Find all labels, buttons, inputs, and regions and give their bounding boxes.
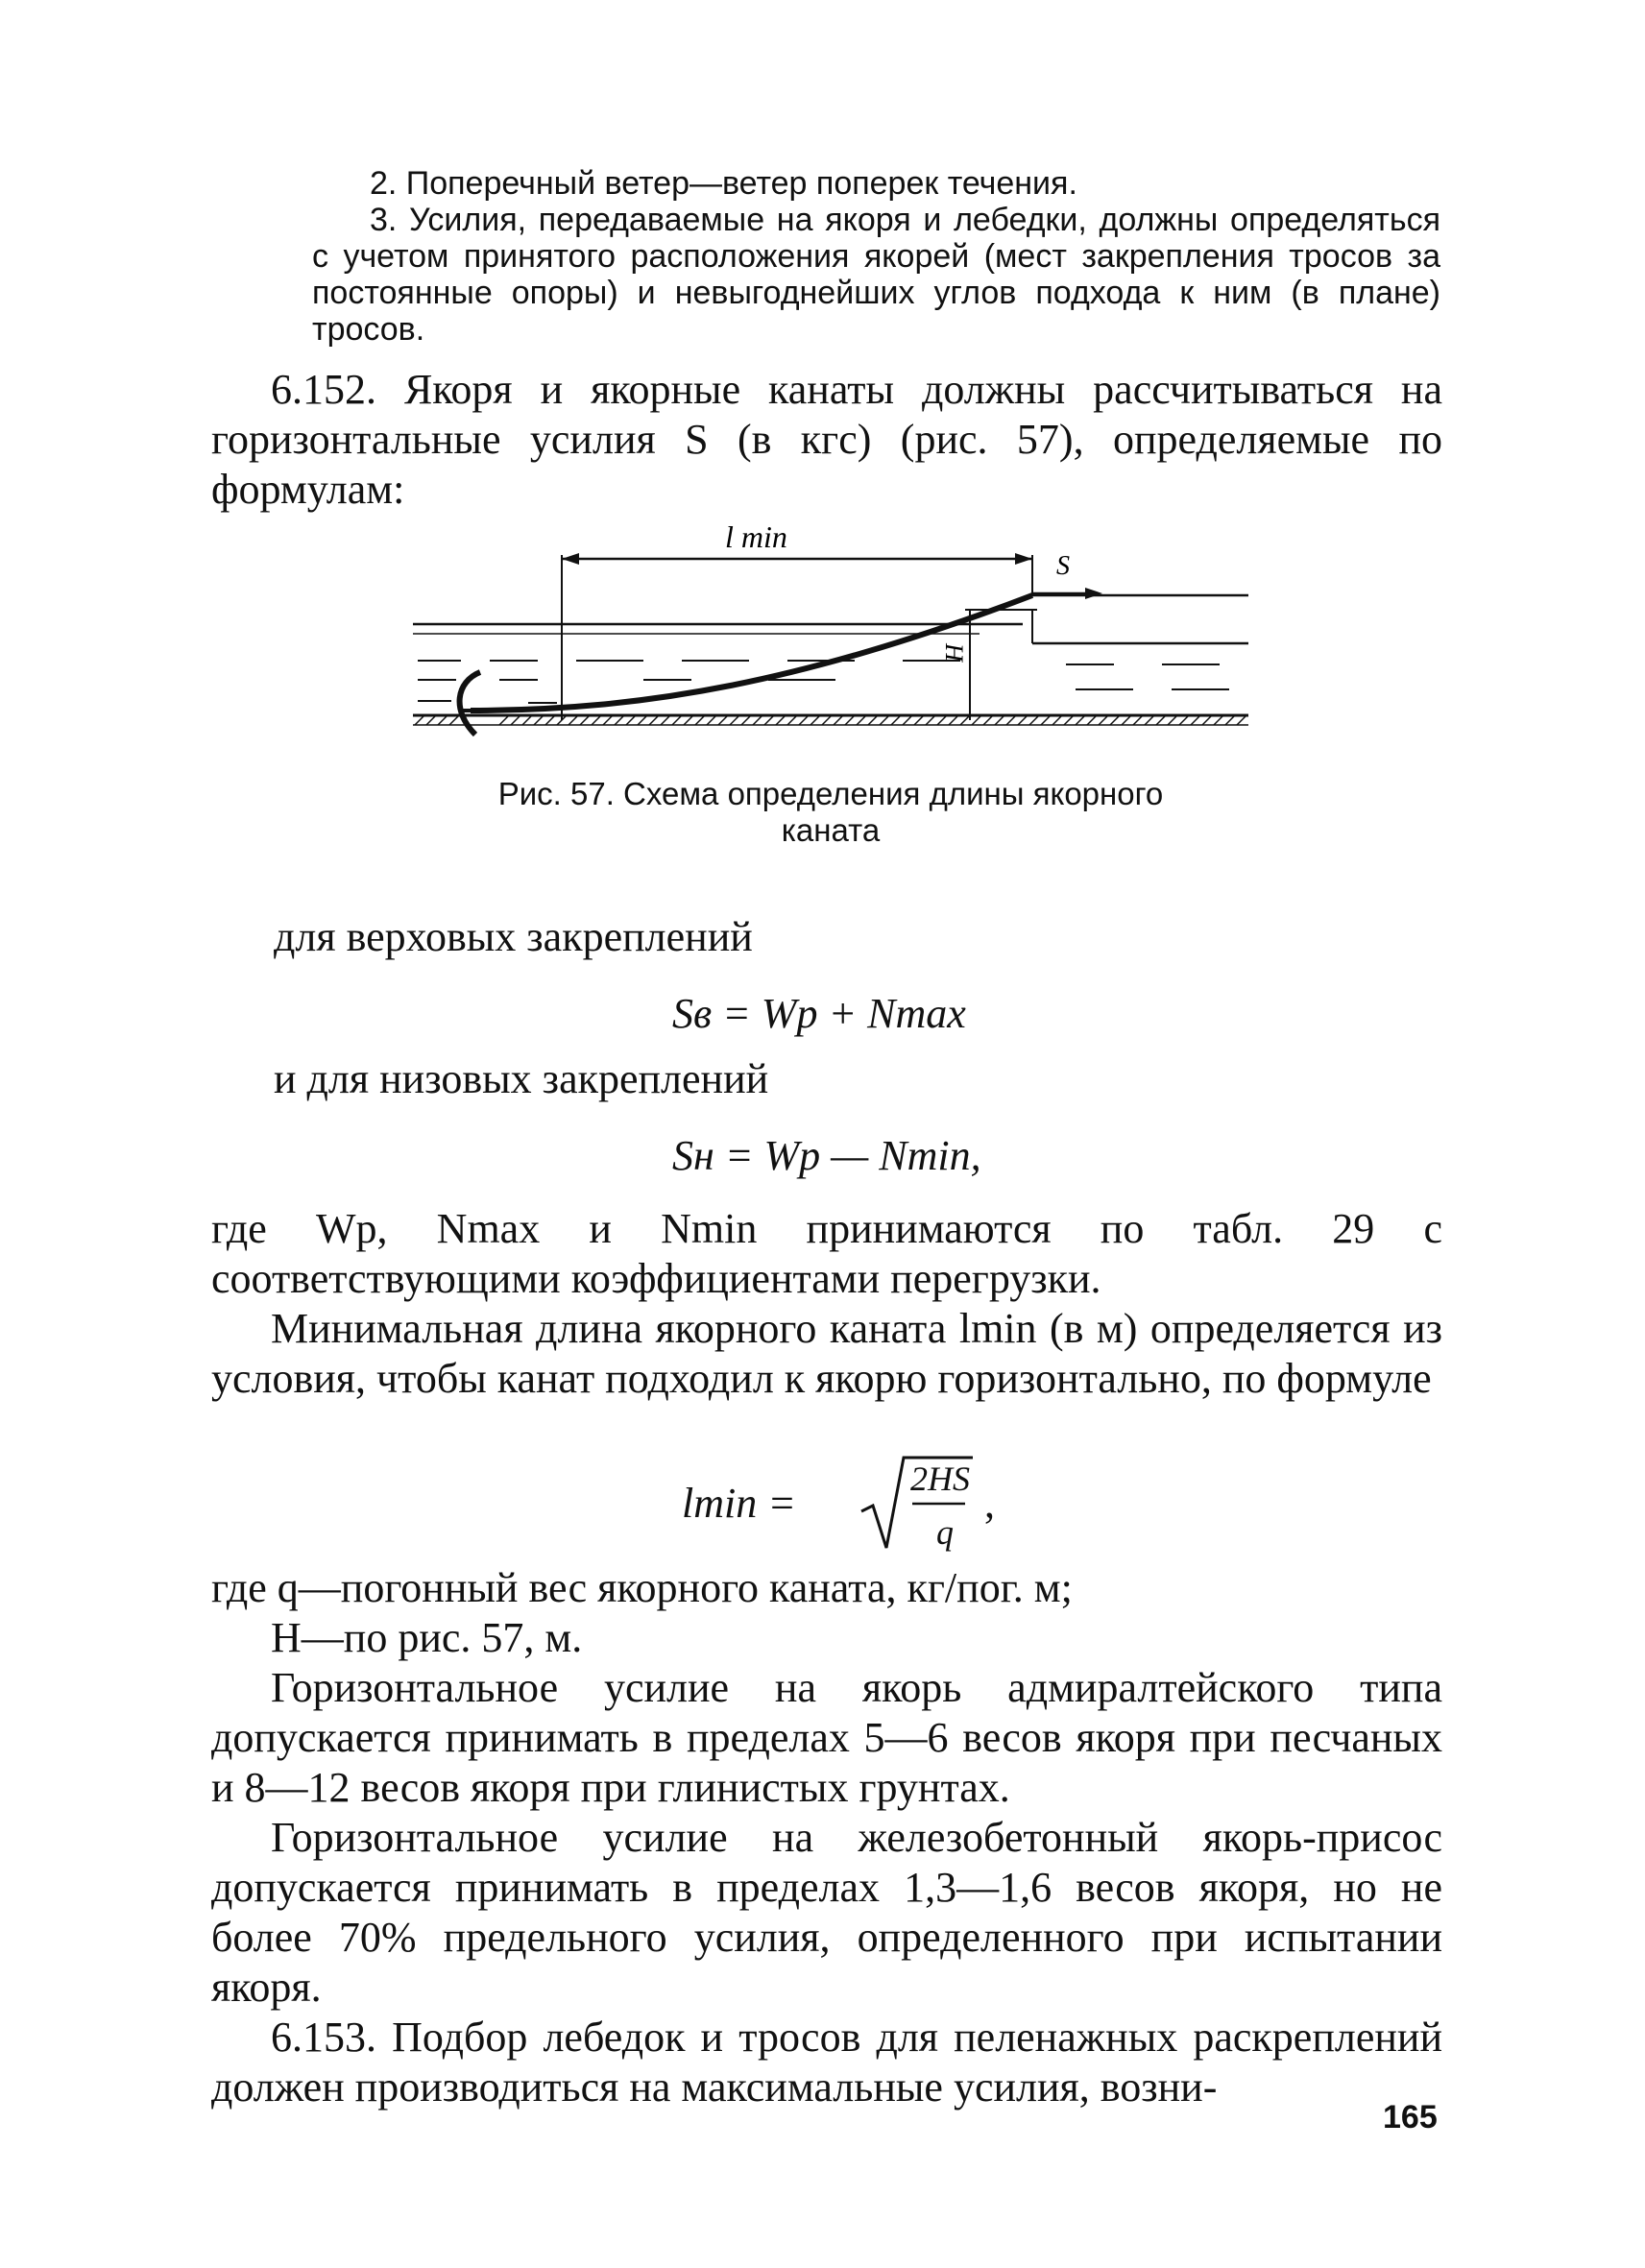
where-q-block [211,1563,1442,1613]
lower-formula: Sн = Wр — Nmin, [672,1132,981,1179]
figure-label-h: H [940,643,968,662]
figure-label-lmin: l min [725,519,787,554]
min-length-text: Минимальная длина якорного каната lmin (в м) определяется из условия, чтобы канат подходил к якорю горизонтально, по формуле [211,1305,1442,1402]
concrete-text: Горизонтальное усилие на железобетонный якорь-присос допускается принимать в пределах 1,3—1,6 весов якоря, но не более 70% предельного усилия, определенного при испытании якоря. [211,1814,1442,2011]
lmin-comma: , [984,1480,995,1527]
upper-formula: Sв = Wр + Nmax [672,990,966,1037]
where-q: где q—погонный вес якорного каната, кг/пог. м; [211,1564,1073,1611]
lower-label-block [274,1054,1234,1104]
section-6-152 [211,365,1442,515]
section-6-153 [211,2013,1442,2112]
page-number: 165 [1383,2099,1438,2135]
figure-caption [413,776,1248,849]
figure-57-diagram [403,519,1268,749]
upper-label: для верховых закреплений [274,913,753,960]
min-length-block [211,1304,1442,1404]
lmin-formula-left: lmin = [682,1480,796,1527]
note-block [312,165,1440,348]
admiralty-block [211,1663,1442,1813]
note-3: 3. Усилия, передаваемые на якоря и лебедки, должны определяться с учетом принятого расположения якорей (мест закрепления тросов за постоянные опоры) и невыгоднейших углов подхода к ним (в плане) тросов. [312,202,1440,348]
figure-caption-line2: каната [781,812,881,848]
section-6-153-text: 6.153. Подбор лебедок и тросов для пеленажных раскреплений должен производиться на максимальные усилия, возни- [211,2014,1442,2111]
concrete-block [211,1813,1442,2013]
where-block [211,1204,1442,1304]
where-text: где Wр, Nmax и Nmin принимаются по табл. 29 с соответствующими коэффициентами перегрузки. [211,1205,1442,1302]
admiralty-text: Горизонтальное усилие на якорь адмиралтейского типа допускается принимать в пределах 5—6 весов якоря при песчаных и 8—12 весов якоря при глинистых грунтах. [211,1664,1442,1811]
figure-label-s: S [1056,551,1070,581]
upper-label-block [274,912,1234,962]
where-h-block [271,1613,1135,1663]
lmin-numerator: 2HS [910,1460,970,1498]
note-2: 2. Поперечный ветер—ветер поперек течения. [370,165,1077,202]
section-6-152-text: 6.152. Якоря и якорные канаты должны рассчитываться на горизонтальные усилия S (в кгс) (рис. 57), определяемые по формулам: [211,366,1442,513]
lower-label: и для низовых закреплений [274,1055,769,1102]
where-h: H—по рис. 57, м. [271,1614,583,1661]
figure-caption-line1: Рис. 57. Схема определения длины якорного [497,776,1164,811]
lmin-denominator: q [936,1513,954,1552]
